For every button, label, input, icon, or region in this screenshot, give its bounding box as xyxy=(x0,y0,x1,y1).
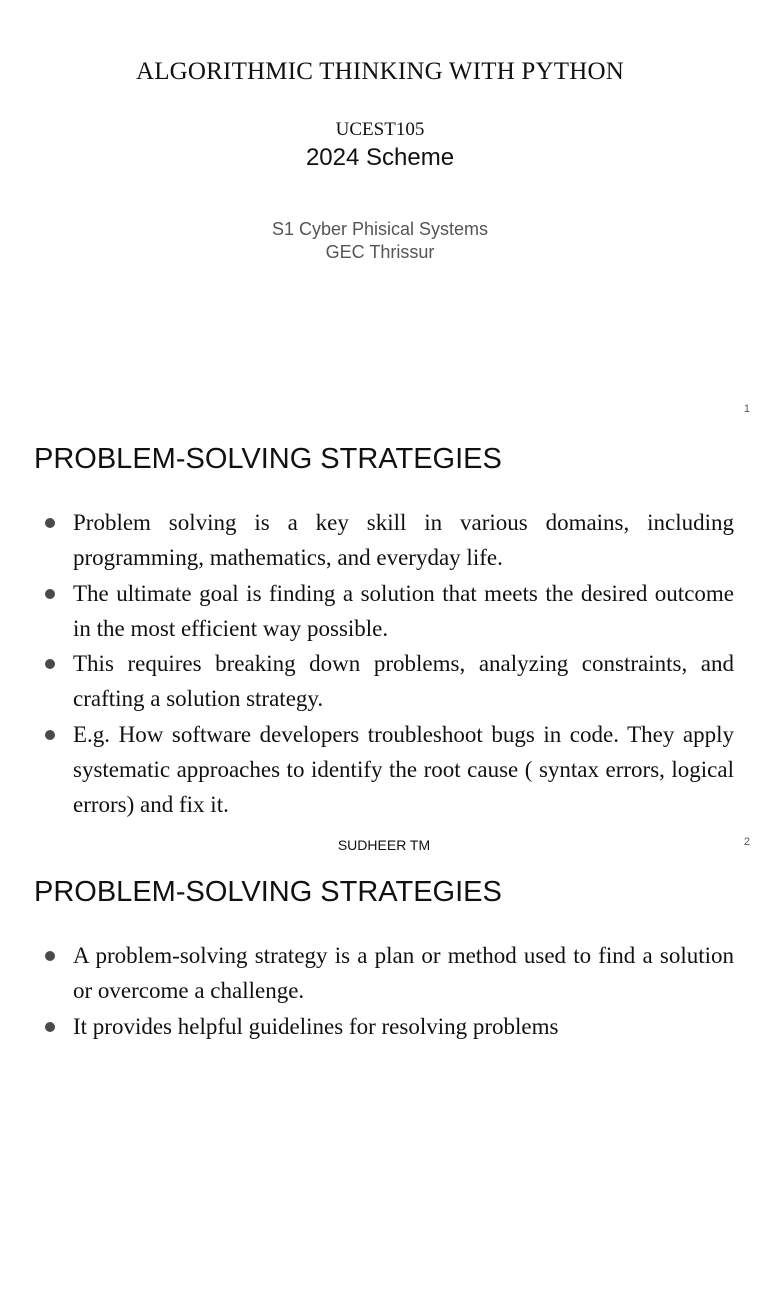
slide-2 xyxy=(0,433,768,866)
bullet-item xyxy=(34,576,734,647)
slide-1 xyxy=(0,0,768,433)
department-name: S1 Cyber Phisical Systems xyxy=(271,219,489,239)
department-block xyxy=(0,218,760,264)
course-code: UCEST105 xyxy=(335,119,425,140)
slide-heading: PROBLEM-SOLVING STRATEGIES xyxy=(34,443,502,475)
bullet-text: It provides helpful guidelines for resolving problems xyxy=(73,1013,559,1039)
bullet-item xyxy=(34,1009,734,1044)
bullet-item xyxy=(34,938,734,1009)
bullet-item xyxy=(34,717,734,823)
bullet-text: Problem solving is a key skill in various domains, including programming, mathematics, and everyday life. xyxy=(73,510,734,571)
slide-heading: PROBLEM-SOLVING STRATEGIES xyxy=(34,876,502,908)
bullet-icon xyxy=(45,518,55,528)
scheme-label: 2024 Scheme xyxy=(305,144,455,171)
bullet-item xyxy=(34,646,734,717)
slide-footer: SUDHEER TM xyxy=(337,837,431,853)
bullet-icon xyxy=(45,951,55,961)
bullet-list xyxy=(34,938,734,1044)
bullet-icon xyxy=(45,659,55,669)
bullet-icon xyxy=(45,730,55,740)
slide-number: 2 xyxy=(743,836,750,848)
bullet-text: The ultimate goal is finding a solution that meets the desired outcome in the most efficient way possible. xyxy=(73,580,734,641)
bullet-text: A problem-solving strategy is a plan or method used to find a solution or overcome a challenge. xyxy=(73,943,734,1004)
slide-3 xyxy=(0,866,768,1299)
bullet-list xyxy=(34,505,734,823)
college-name: GEC Thrissur xyxy=(325,242,435,262)
bullet-text: This requires breaking down problems, analyzing constraints, and crafting a solution strategy. xyxy=(73,651,734,712)
slide-number: 1 xyxy=(743,403,750,415)
bullet-text: E.g. How software developers troubleshoot bugs in code. They apply systematic approaches to identify the root cause ( syntax errors, logical errors) and fix it. xyxy=(73,721,734,818)
bullet-item xyxy=(34,505,734,576)
presentation-title: ALGORITHMIC THINKING WITH PYTHON xyxy=(135,58,625,85)
bullet-icon xyxy=(45,589,55,599)
bullet-icon xyxy=(45,1022,55,1032)
